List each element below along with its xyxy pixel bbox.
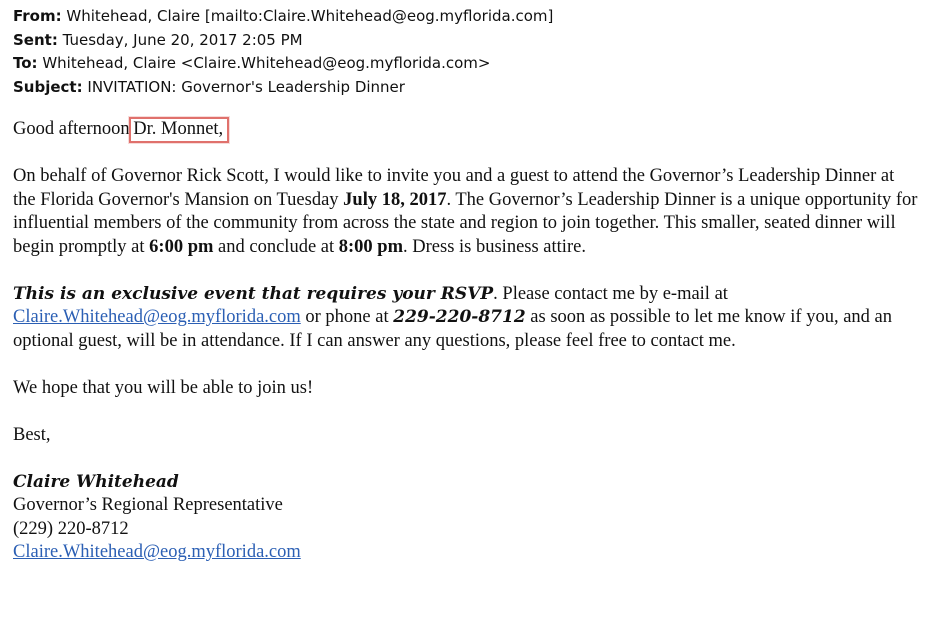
rsvp-phone: 229-220-8712 xyxy=(393,307,526,327)
start-time: 6:00 pm xyxy=(149,236,214,257)
subject-line xyxy=(13,76,553,100)
signature-title: Governor’s Regional Representative xyxy=(13,495,283,515)
signature-email-link[interactable]: Claire.Whitehead@eog.myflorida.com xyxy=(13,542,301,562)
invitation-text-1: On behalf of Governor Rick Scott, I would like to invite you and a guest to attend the Governor’s Leadership Dinner at the Florida Governor's Mansion on Tuesday xyxy=(13,166,895,210)
sent-value: Tuesday, June 20, 2017 2:05 PM xyxy=(62,30,303,49)
to-line xyxy=(13,52,553,76)
to-label: To: xyxy=(13,54,38,72)
sent-label: Sent: xyxy=(13,30,58,49)
signature-name: Claire Whitehead xyxy=(13,471,179,492)
from-label: From: xyxy=(13,7,62,25)
signature-phone: (229) 220-8712 xyxy=(13,518,129,539)
subject-value: INVITATION: Governor's Leadership Dinner xyxy=(87,77,405,96)
invitation-text-3: and conclude at xyxy=(213,236,339,257)
rsvp-text-1: . Please contact me by e-mail at xyxy=(493,283,728,304)
invitation-text-4: . Dress is business attire. xyxy=(403,236,586,257)
subject-label: Subject: xyxy=(13,77,83,96)
invitation-text-2: . The Governor’s Leadership Dinner is a unique opportunity for influential members of the community from across the state and region to join together. This smaller, seated dinner will begin promptly at xyxy=(13,189,918,257)
to-value: Whitehead, Claire <Claire.Whitehead@eog.myflorida.com> xyxy=(42,54,491,72)
rsvp-emphasis: This is an exclusive event that requires your RSVP xyxy=(13,283,494,304)
rsvp-text-2: or phone at xyxy=(300,307,394,327)
email-body xyxy=(13,118,918,565)
signature-block xyxy=(13,471,918,565)
signoff: Best, xyxy=(13,424,51,445)
rsvp-text-3: as soon as possible to let me know if you, and an optional guest, will be in attendance. If I can answer any questions, please feel free to contact me. xyxy=(13,307,893,351)
email-link[interactable]: Claire.Whitehead@eog.myflorida.com xyxy=(13,307,301,327)
email-header xyxy=(13,5,553,99)
rsvp-paragraph xyxy=(13,283,918,354)
greeting xyxy=(13,118,918,142)
event-date: July 18, 2017 xyxy=(343,189,447,210)
sent-line xyxy=(13,29,553,53)
closing-line: We hope that you will be able to join us! xyxy=(13,377,314,398)
highlighted-recipient-name: Dr. Monnet, xyxy=(131,119,227,141)
from-value: Whitehead, Claire [mailto:Claire.Whitehead@eog.myflorida.com] xyxy=(66,7,554,25)
invitation-paragraph xyxy=(13,165,918,259)
end-time: 8:00 pm xyxy=(338,236,404,257)
from-line xyxy=(13,5,553,29)
greeting-prefix: Good afternoon xyxy=(13,119,130,139)
